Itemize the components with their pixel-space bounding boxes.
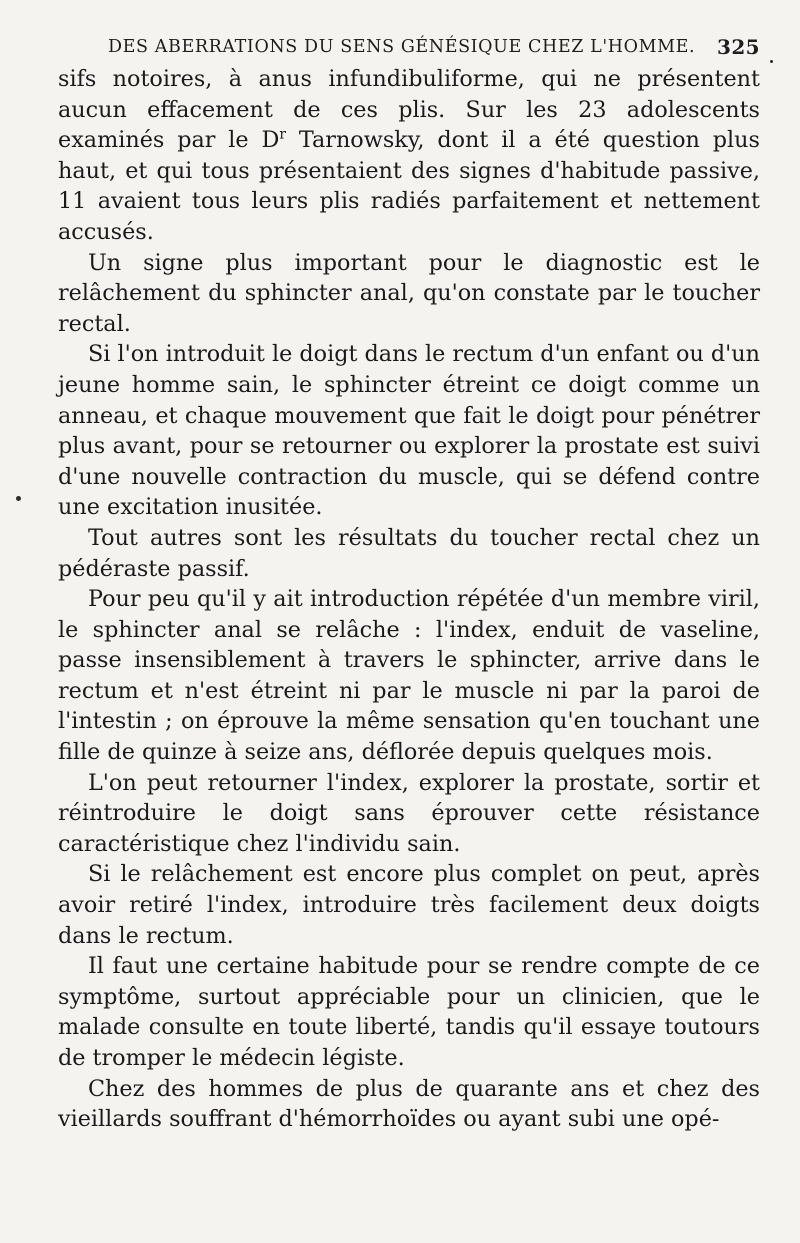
paragraph-6: L'on peut retourner l'index, explorer la prostate, sortir et réintroduire le doigt sans éprouver cette résistance caractéristique chez l'individu sain.	[58, 769, 760, 857]
paragraph-1-text-a: sifs notoires, à anus infundibuliforme, qui ne présentent aucun effacement de ces plis. Sur les 23 adolescents examinés par le D	[58, 66, 760, 154]
page-header	[58, 30, 760, 64]
running-title: DES ABERRATIONS DU SENS GÉNÉSIQUE CHEZ L'HOMME.	[108, 37, 696, 57]
margin-ink-speck	[770, 60, 773, 63]
margin-ink-dot	[16, 496, 21, 501]
paragraph-9: Chez des hommes de plus de quarante ans et chez des vieillards souffrant d'hémorrhoïdes ou ayant subi une opé-	[58, 1075, 760, 1133]
paragraph-7: Si le relâchement est encore plus complet on peut, après avoir retiré l'index, introduire très facilement deux doigts dans le rectum.	[58, 861, 760, 949]
paragraph-3: Si l'on introduit le doigt dans le rectum d'un enfant ou d'un jeune homme sain, le sphincter étreint ce doigt comme un anneau, et chaque mouvement que fait le doigt pour pénétrer plus avant, pour se retourner ou explorer la prostate est suivi d'une nouvelle contraction du muscle, qui se défend contre une excitation inusitée.	[58, 341, 761, 521]
paragraph-8: Il faut une certaine habitude pour se rendre compte de ce symptôme, surtout appréciable pour un clinicien, que le malade consulte en toute liberté, tandis qu'il essaye toutours de tromper le médecin légiste.	[58, 953, 760, 1071]
page-number: 325	[717, 35, 760, 59]
paragraph-2: Un signe plus important pour le diagnostic est le relâchement du sphincter anal, qu'on constate par le toucher rectal.	[58, 249, 760, 337]
doctor-abbreviation-superscript: r	[279, 126, 286, 143]
paragraph-1-text-b: Tarnowsky, dont il a été question plus haut, et qui tous présentaient des signes d'habitude passive, 11 avaient tous leurs plis radiés parfaitement et nettement accusés.	[58, 127, 760, 245]
body-text	[58, 64, 760, 1135]
paragraph-1	[58, 64, 760, 248]
paragraph-4: Tout autres sont les résultats du toucher rectal chez un pédéraste passif.	[58, 524, 760, 582]
paragraph-5: Pour peu qu'il y ait introduction répétée d'un membre viril, le sphincter anal se relâche : l'index, enduit de vaseline, passe insensiblement à travers le sphincter, arrive dans le rectum et n'est étreint ni par le muscle ni par la paroi de l'intestin ; on éprouve la même sensation qu'en touchant une fille de quinze à seize ans, déflorée depuis quelques mois.	[58, 586, 760, 766]
